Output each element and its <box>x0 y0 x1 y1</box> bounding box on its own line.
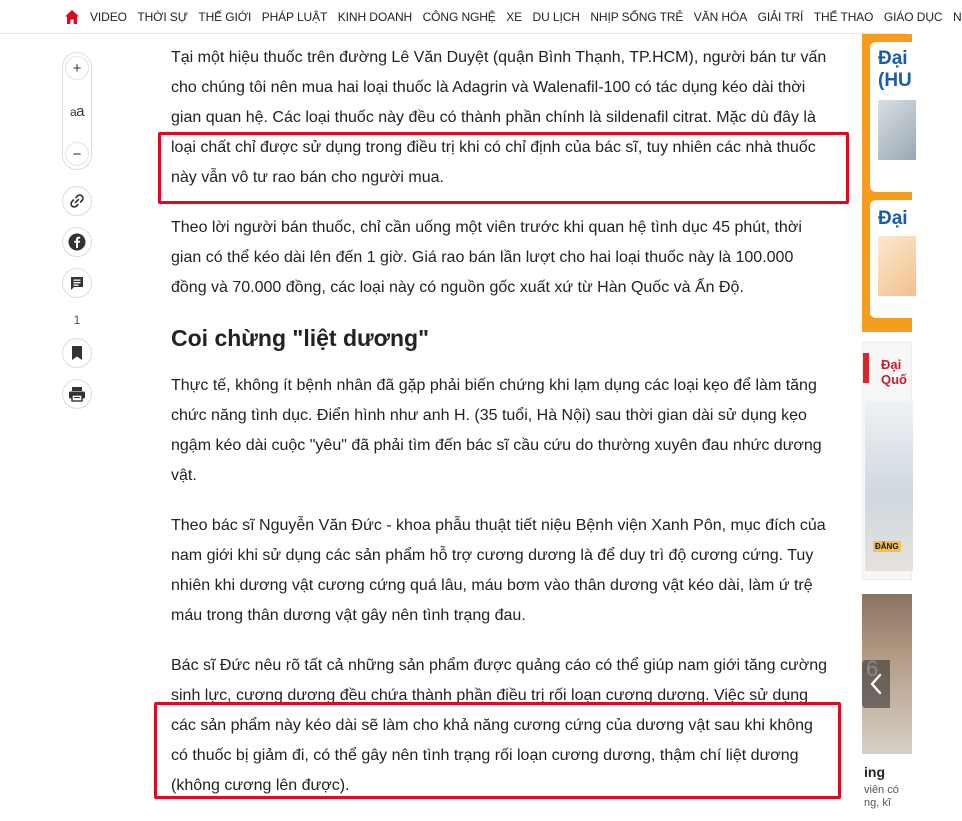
top-navigation <box>0 0 962 34</box>
article-paragraph-5: Bác sĩ Đức nêu rõ tất cả những sản phẩm được quảng cáo có thể giúp nam giới tăng cường sinh lực, cương dương đều chứa thành phần điều trị rối loạn cương dương. Việc sử dụng các sản phẩm này kéo dài sẽ làm cho khả năng cương cứng của dương vật sau khi không có thuốc bị giảm đi, có thể gây nên tình trạng rối loạn cương dương, thậm chí liệt dương (không cương lên được). <box>171 657 828 794</box>
sidebar-card-1-title-a: Đại <box>878 48 908 69</box>
article-subheading: Coi chừng "liệt dương" <box>171 325 430 351</box>
comment-icon <box>69 275 85 291</box>
sidebar-related-snippet <box>864 784 899 810</box>
print-button[interactable] <box>62 379 92 409</box>
nav-item-more[interactable]: N <box>952 9 962 24</box>
home-icon[interactable] <box>64 9 80 25</box>
article-paragraph-4: Theo bác sĩ Nguyễn Văn Đức - khoa phẫu thuật tiết niệu Bệnh viện Xanh Pôn, mục đích của nam giới khi sử dụng các sản phẩm hỗ trợ cương dương là để duy trì độ cương cứng. Tuy nhiên khi dương vật cương cứng quá lâu, máu bơm vào thân dương vật kéo dài, làm ứ trệ máu trong thân dương vật gây nên tình trạng đau. <box>171 517 826 624</box>
sidebar-card-1[interactable] <box>870 42 916 192</box>
nav-item-giai-tri[interactable]: GIẢI TRÍ <box>757 9 804 24</box>
ad-accent-bar <box>863 353 869 383</box>
facebook-icon <box>68 233 86 251</box>
nav-item-giao-duc[interactable]: GIÁO DỤC <box>883 9 943 24</box>
sidebar-card-1-image <box>878 100 916 160</box>
ad-title-line-1: Đại <box>881 357 902 372</box>
sidebar-related-title[interactable]: ing <box>864 764 885 780</box>
sidebar-card-2-image <box>878 236 916 296</box>
ad-title <box>881 357 907 387</box>
ad-caption: ĐĂNG <box>875 542 899 551</box>
sidebar-ad-block[interactable] <box>862 342 912 580</box>
sidebar-related-snippet-line-1: viên có <box>864 784 899 796</box>
font-big-glyph: a <box>76 102 85 120</box>
slideshow-prev-button[interactable] <box>862 660 890 708</box>
ad-title-line-2: Quố <box>881 372 907 387</box>
font-size-control <box>62 52 92 170</box>
nav-item-xe[interactable]: XE <box>506 9 523 24</box>
comment-button[interactable] <box>62 268 92 298</box>
comment-count: 1 <box>73 313 81 327</box>
article-paragraph-3: Thực tế, không ít bệnh nhân đã gặp phải biến chứng khi lạm dụng các loại kẹo để làm tăng chức năng tình dục. Điển hình như anh H. (35 tuổi, Hà Nội) sau thời gian dài sử dụng kẹo ngậm kéo dài cuộc "yêu" đã phải tìm đến bác sĩ cầu cứu do thường xuyên đau nhức dương vật. <box>171 377 822 484</box>
font-small-glyph: a <box>69 104 77 119</box>
bookmark-icon <box>70 345 84 361</box>
nav-item-du-lich[interactable]: DU LỊCH <box>532 9 580 24</box>
link-icon <box>69 193 85 209</box>
chevron-left-icon <box>869 673 883 695</box>
sidebar-card-2-title: Đại <box>878 208 908 229</box>
facebook-share-button[interactable] <box>62 227 92 257</box>
font-decrease-button[interactable]: − <box>65 142 89 166</box>
print-icon <box>68 386 86 402</box>
nav-item-the-gioi[interactable]: THẾ GIỚI <box>198 9 252 24</box>
sidebar-related-snippet-line-2: ng, kĩ <box>864 797 891 809</box>
font-size-indicator <box>70 103 84 120</box>
article-paragraph-2: Theo lời người bán thuốc, chỉ cần uống một viên trước khi quan hệ tình dục 45 phút, thời gian có thể kéo dài lên đến 1 giờ. Giá rao bán lần lượt cho hai loại thuốc này là 100.000 đồng và 70.000 đồng, các loại này có nguồn gốc xuất xứ từ Hàn Quốc và Ấn Độ. <box>171 219 802 296</box>
sidebar-card-1-title-b: (HU <box>878 70 912 91</box>
article-paragraph-1: Tại một hiệu thuốc trên đường Lê Văn Duyệt (quận Bình Thạnh, TP.HCM), người bán tư vấn cho chúng tôi nên mua hai loại thuốc là Adagrin và Walenafil-100 có tác dụng kéo dài thời gian quan hệ. Các loại thuốc này đều có thành phần chính là sildenafil citrat. Mặc dù đây là loại chất chỉ được sử dụng trong điều trị khi có chỉ định của bác sĩ, tuy nhiên các nhà thuốc này vẫn vô tư rao bán cho người mua. <box>171 49 827 186</box>
bookmark-button[interactable] <box>62 338 92 368</box>
sidebar-promo-block <box>862 34 912 332</box>
nav-item-the-thao[interactable]: THỂ THAO <box>813 9 874 24</box>
nav-item-phap-luat[interactable]: PHÁP LUẬT <box>261 9 328 24</box>
nav-item-thoi-su[interactable]: THỜI SỰ <box>137 9 188 24</box>
nav-item-van-hoa[interactable]: VĂN HÓA <box>693 9 748 24</box>
sidebar-card-2[interactable] <box>870 200 916 318</box>
copy-link-button[interactable] <box>62 186 92 216</box>
nav-item-nhip-song-tre[interactable]: NHỊP SỐNG TRẺ <box>590 9 684 24</box>
nav-item-cong-nghe[interactable]: CÔNG NGHỆ <box>422 9 496 24</box>
article-body <box>171 43 833 821</box>
nav-item-video[interactable]: VIDEO <box>90 9 127 24</box>
font-increase-button[interactable]: + <box>65 56 89 80</box>
nav-item-kinh-doanh[interactable]: KINH DOANH <box>337 9 413 24</box>
article-toolbar <box>62 52 92 409</box>
